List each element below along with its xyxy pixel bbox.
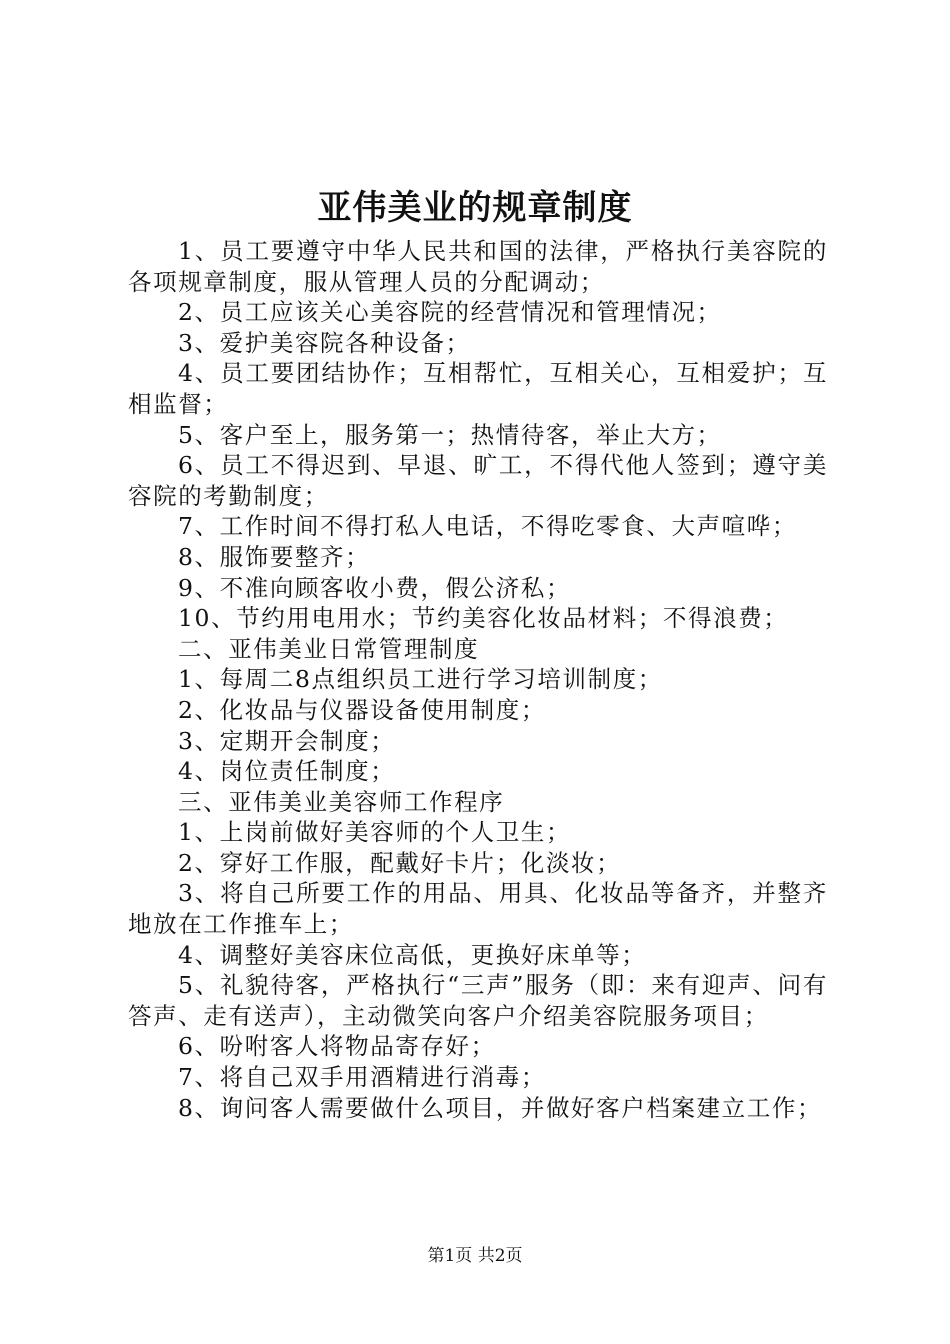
page-footer: 第1页 共2页 (427, 1246, 523, 1266)
paragraph: 5、礼貌待客，严格执行“三声”服务（即：来有迎声、问有答声、走有送声），主动微笑向客户介绍美容院服务项目； (128, 971, 828, 1030)
paragraph: 6、吩咐客人将物品寄存好； (178, 1032, 496, 1061)
paragraph: 8、询问客人需要做什么项目，并做好客户档案建立工作； (178, 1093, 823, 1122)
section-heading: 三、亚伟美业美容师工作程序 (178, 787, 505, 816)
paragraph: 7、工作时间不得打私人电话，不得吃零食、大声喧哗； (178, 512, 797, 541)
paragraph: 4、调整好美容床位高低，更换好床单等； (178, 940, 647, 969)
paragraph: 2、穿好工作服，配戴好卡片；化淡妆； (178, 848, 622, 877)
paragraph: 3、定期开会制度； (178, 726, 396, 755)
paragraph: 6、员工不得迟到、早退、旷工，不得代他人签到；遵守美容院的考勤制度； (128, 451, 828, 510)
page-title: 亚伟美业的规章制度 (317, 188, 633, 228)
paragraph: 5、客户至上，服务第一；热情待客，举止大方； (178, 420, 722, 449)
paragraph: 2、化妆品与仪器设备使用制度； (178, 695, 546, 724)
section-heading: 二、亚伟美业日常管理制度 (178, 634, 480, 663)
paragraph: 9、不准向顾客收小费，假公济私； (178, 573, 572, 602)
paragraph: 8、服饰要整齐； (178, 542, 371, 571)
paragraph: 4、岗位责任制度； (178, 757, 396, 786)
paragraph: 3、爱护美容院各种设备； (178, 328, 471, 357)
paragraph: 1、每周二8点组织员工进行学习培训制度； (178, 665, 663, 694)
document-body (128, 236, 828, 1123)
paragraph: 4、员工要团结协作；互相帮忙，互相关心，互相爱护；互相监督； (128, 359, 828, 418)
paragraph: 1、上岗前做好美容师的个人卫生； (178, 818, 572, 847)
paragraph: 2、员工应该关心美容院的经营情况和管理情况； (178, 298, 722, 327)
paragraph: 7、将自己双手用酒精进行消毒； (178, 1063, 546, 1092)
paragraph: 3、将自己所要工作的用品、用具、化妆品等备齐，并整齐地放在工作推车上； (128, 879, 828, 939)
paragraph: 1、员工要遵守中华人民共和国的法律，严格执行美容院的各项规章制度，服从管理人员的分配调动； (128, 237, 828, 296)
paragraph: 10、节约用电用水；节约美容化妆品材料；不得浪费； (178, 604, 789, 633)
